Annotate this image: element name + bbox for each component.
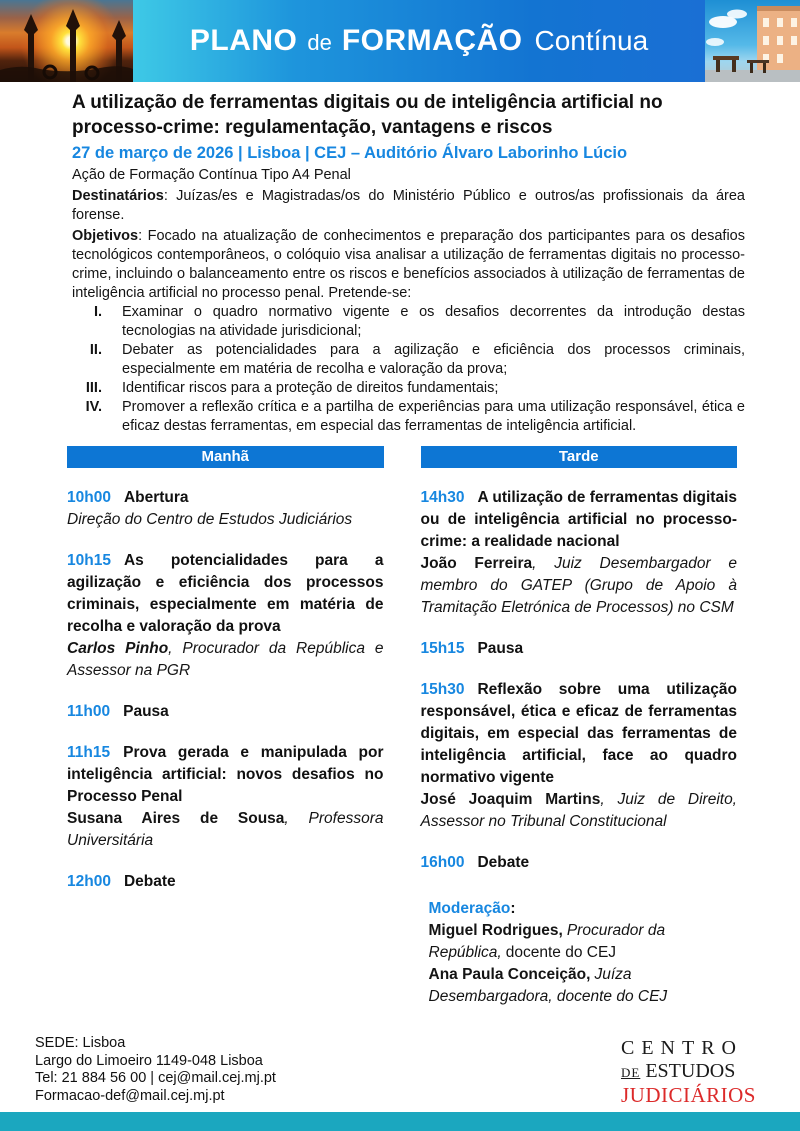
afternoon-header-bar: Tarde	[421, 446, 738, 468]
destinatarios-paragraph	[72, 187, 745, 225]
schedule-time: 15h15	[420, 640, 465, 657]
objective-numeral: IV.	[85, 399, 102, 415]
objective-numeral: II.	[89, 342, 102, 358]
banner-title	[190, 24, 648, 58]
speaker-line	[67, 638, 384, 682]
speaker-line	[421, 553, 738, 619]
moderation-label-line	[429, 898, 738, 920]
schedule-item	[421, 487, 738, 619]
schedule-section	[0, 446, 800, 1008]
speaker-line	[421, 789, 738, 833]
destinatarios-label: Destinatários	[72, 188, 164, 204]
objetivos-text: : Focado na atualização de conhecimentos e preparação dos participantes para os desafios tecnológicos contemporâneos, o colóquio visa analisar a utilização de ferramentas digitais no processo-crime, incluindo o balanceamento entre os riscos e benefícios associados à utilização de ferramentas de inteligência artificial no processo penal. Pretende-se:	[72, 228, 745, 301]
schedule-item	[67, 871, 384, 893]
schedule-afternoon-column	[421, 446, 738, 1008]
banner-word-continua: Contínua	[534, 25, 649, 56]
logo-de-estudos	[621, 1060, 756, 1084]
logo-centro: CENTRO	[620, 1037, 743, 1059]
building-scene-icon	[705, 0, 800, 82]
destinatarios-text: : Juízas/es e Magistradas/os do Ministério Público e outros/as profissionais da área forense.	[72, 188, 745, 223]
schedule-item	[421, 852, 738, 874]
schedule-title: Abertura	[123, 489, 189, 506]
address-line: Tel: 21 884 56 00 | cej@mail.cej.mj.pt	[35, 1070, 276, 1086]
speaker-name: Carlos Pinho	[67, 640, 169, 657]
logo-judiciarios: JUDICIÁRIOS	[620, 1083, 756, 1107]
banner	[0, 0, 800, 82]
schedule-item	[67, 550, 384, 682]
moderation-section	[421, 898, 738, 1008]
moderator-line	[429, 964, 738, 1008]
banner-word-de: de	[307, 30, 332, 55]
fence-silhouette-icon	[0, 0, 133, 82]
speaker-line	[67, 808, 384, 852]
banner-word-plano: PLANO	[189, 24, 298, 57]
schedule-time: 16h00	[420, 854, 465, 871]
speaker-role: Direção do Centro de Estudos Judiciários	[67, 511, 353, 528]
cej-logo	[621, 1037, 756, 1107]
schedule-time: 10h15	[67, 552, 111, 569]
schedule-title: Debate	[477, 854, 530, 871]
objective-text: Identificar riscos para a proteção de direitos fundamentais;	[122, 380, 499, 396]
logo-de: DE	[620, 1065, 641, 1080]
objetivos-paragraph	[72, 227, 745, 303]
moderator-name: Ana Paula Conceição,	[428, 966, 591, 983]
speaker-name: José Joaquim Martins	[420, 791, 601, 808]
speaker-name: Susana Aires de Sousa	[67, 810, 285, 827]
moderator-role-extra: docente do CEJ	[505, 944, 617, 961]
objective-text: Promover a reflexão crítica e a partilha de experiências para uma utilização responsável, ética e eficaz destas ferramentas, em especial das ferramentas de inteligência artificial.	[122, 399, 745, 434]
address-line: Formacao-def@mail.cej.mj.pt	[35, 1087, 225, 1104]
address-line: Largo do Limoeiro 1149-048 Lisboa	[35, 1052, 263, 1069]
schedule-title: Debate	[123, 873, 176, 890]
speaker-role: , Procurador da República e Assessor na PGR	[67, 640, 384, 679]
objective-item	[72, 379, 745, 398]
objective-text: Debater as potencialidades para a agilização e eficiência dos processos criminais, especialmente em matéria de recolha e valoração da prova;	[122, 342, 745, 377]
footer-address	[35, 1035, 276, 1105]
speaker-role: , Juiz Desembargador e membro do GATEP (Grupo de Apoio à Tramitação Eletrónica de Processos) no CSM	[420, 555, 737, 616]
banner-gradient	[133, 0, 705, 82]
moderator-name: Miguel Rodrigues,	[428, 922, 563, 939]
schedule-item	[67, 701, 384, 723]
schedule-time: 14h30	[420, 489, 465, 506]
schedule-title: A utilização de ferramentas digitais ou de inteligência artificial no processo-crime: a realidade nacional	[420, 489, 738, 550]
event-title: A utilização de ferramentas digitais ou de inteligência artificial no processo-crime: regulamentação, vantagens e riscos	[72, 92, 663, 138]
moderator-role: Procurador da República,	[428, 922, 666, 961]
schedule-title: Pausa	[123, 703, 169, 720]
schedule-item	[421, 638, 738, 660]
objective-item	[72, 303, 745, 341]
moderator-role: Juíza Desembargadora, docente do CEJ	[428, 966, 668, 1005]
schedule-item	[67, 487, 384, 531]
schedule-item	[421, 679, 738, 833]
schedule-time: 11h15	[67, 744, 111, 761]
objective-numeral: III.	[85, 380, 102, 396]
schedule-time: 10h00	[67, 489, 111, 506]
schedule-title: As potencialidades para a agilização e eficiência dos processos criminais, especialmente em matéria de recolha e valoração da prova	[67, 552, 384, 635]
event-date-location: 27 de março de 2026 | Lisboa | CEJ – Auditório Álvaro Laborinho Lúcio	[72, 144, 628, 162]
course-type: Ação de Formação Contínua Tipo A4 Penal	[72, 167, 351, 183]
speaker-line	[67, 509, 384, 531]
speaker-role: , Professora Universitária	[67, 810, 384, 849]
moderation-colon: :	[510, 900, 516, 917]
objectives-list	[72, 303, 745, 436]
moderator-line	[429, 920, 738, 964]
objetivos-label: Objetivos	[72, 228, 139, 244]
sunset-photo	[0, 0, 133, 82]
intro-section	[0, 82, 800, 436]
banner-word-formacao: FORMAÇÃO	[341, 24, 523, 57]
schedule-time: 12h00	[67, 873, 111, 890]
schedule-time: 11h00	[67, 703, 111, 720]
morning-header-bar: Manhã	[67, 446, 384, 468]
schedule-morning-column	[67, 446, 384, 1008]
objective-item	[72, 398, 745, 436]
address-line: SEDE: Lisboa	[35, 1035, 126, 1051]
schedule-title: Pausa	[477, 640, 524, 657]
logo-estudos: ESTUDOS	[645, 1060, 736, 1082]
objective-item	[72, 341, 745, 379]
moderation-label: Moderação	[428, 900, 511, 917]
speaker-role: , Juiz de Direito, Assessor no Tribunal Constitucional	[420, 791, 737, 830]
schedule-title: Reflexão sobre uma utilização responsável, ética e eficaz de ferramentas digitais, em especial das ferramentas de inteligência artificial, face ao quadro normativo vigente	[420, 681, 737, 786]
bottom-teal-bar	[0, 1112, 800, 1131]
speaker-name: João Ferreira	[420, 555, 533, 572]
objective-numeral: I.	[93, 304, 102, 320]
schedule-item	[67, 742, 384, 852]
building-photo	[705, 0, 800, 82]
objective-text: Examinar o quadro normativo vigente e os desafios decorrentes da introdução destas tecnologias na atividade jurisdicional;	[122, 304, 745, 339]
schedule-title: Prova gerada e manipulada por inteligência artificial: novos desafios no Processo Penal	[67, 744, 384, 805]
schedule-time: 15h30	[420, 681, 465, 698]
